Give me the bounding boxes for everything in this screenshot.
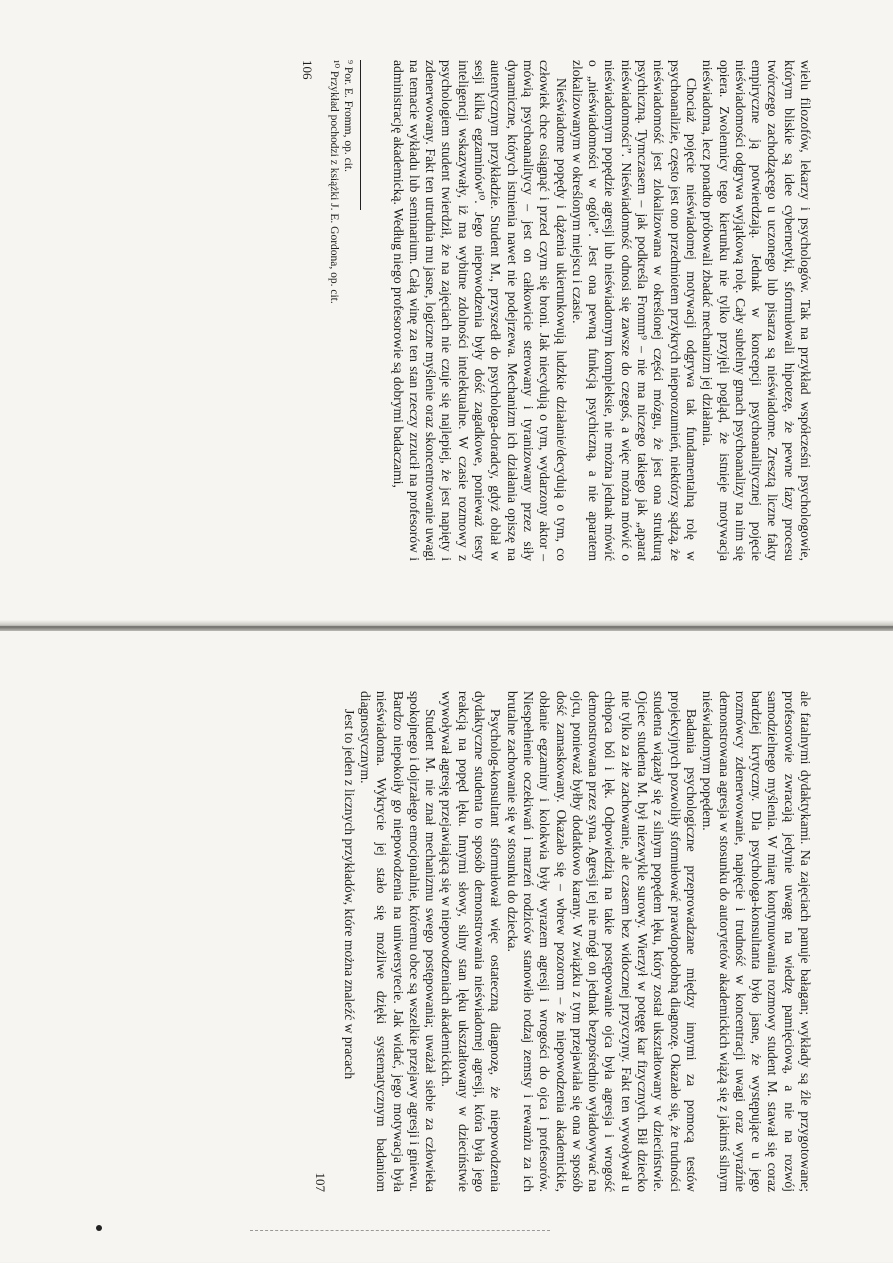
page-106-content xyxy=(0,0,893,631)
paragraph: ale fatalnymi dydaktykami. Na zajęciach panuje bałagan; wykłady są źle przygotowane; profesorowie zwracają jedynie uwagę na wiedzę pamięciową, a nie na rozwój samodzielnego myślenia. W miarę kontynuowania rozmowy student M. stawał się coraz bardziej krytyczny. Dla psychologa-konsultanta było jasne, że występujące u jego rozmówcy zdenerwowanie, napięcie i trudność w koncentracji uwagi oraz wyraźnie demonstrowana agresja w stosunku do autorytetów akademickich wiążą się z jakimś silnym nieświadomym popędem. xyxy=(700,691,813,1192)
page-number: 106 xyxy=(300,60,316,80)
footnotes xyxy=(327,60,367,561)
paragraph: Psycholog-konsultant sformułował więc ostateczną diagnozę, że niepowodzenia dydaktyczne studenta to sposób demonstrowania nieświadomej agresji, która była jego reakcją na popęd lęku. Innymi słowy, silny stan lęku ukształtowany w dzieciństwie wywoływał agresję przejawiającą się w niepowodzeniach akademickich. xyxy=(439,691,504,1192)
scan-artifact-line xyxy=(250,1230,550,1232)
paragraph: Badania psychologiczne przeprowadzane między innymi za pomocą testów projekcyjnych pozwoliły sformułować prawdopodobną diagnozę. Okazało się, że trudności studenta wiązały się z silnym popędem lęku, który został ukształtowany w dzieciństwie. Ojciec studenta M. był niezwykle surowy. Wierzył w potęgę kar fizycznych. Bił dziecko nie tylko za złe zachowanie, ale czasem bez widocznej przyczyny. Fakt ten wywoływał u chłopca ból i lęk. Odpowiedzią na takie postępowanie ojca była agresja i wrogość demonstrowana przez syna. Agresji tej nie mógł on jednak bezpośrednio wyładowywać na ojcu, ponieważ byłby dodatkowo karany. W związku z tym przejawiała się ona w sposób dość zamaskowany. Okazało się – wbrew pozorom – że niepowodzenia akademickie, obłanie egzaminy i kolokwia były wyrazem agresji i wrogości do ojca i profesorów. Niespełnienie oczekiwań i marzeń rodziców stanowiło rodzaj zemsty i rewanżu za ich brutalne zachowanie się w stosunku do dziecka. xyxy=(504,691,699,1192)
paragraph: Nieświadome popędy i dążenia ukierunkowują ludzkie działanie/decydują o tym, co człowiek chce osiągnąć i przed czym się broni. Jak niecydują o tym, wydarzony aktor – mówią psychoanalitycy – jest on całkowicie sterowany i tyranizowany przez siły dynamiczne, których istnienia nawet nie podejrzewa. Mechanizm ich działania opiszę na autentycznym przykładzie. Student M., przyszedł do psychologa-doradcy, gdyż oblał w sesji kilka egzaminów¹⁰. Jego niepowodzenia były dość zagadkowe, ponieważ testy inteligencji wskazywały, iż ma wybitne zdolności intelektualne. W czasie rozmowy z psychologiem student twierdził, że na zajęciach nie czuje się najlepiej, że jest napięty i zdenerwowany. Fakt ten utrudnia mu jasne, logiczne myślenie oraz skoncentrowanie uwagi na temacie wykładu lub seminarium. Całą winę za ten stan rzeczy zrzucił na profesorów i administrację akademicką. Według niego profesorowie są dobrymi badaczami, xyxy=(390,60,569,561)
footnote: ⁹ Por. E. Fromm, op. cit. xyxy=(342,60,355,172)
paragraph: Chociaż pojęcie nieświadomej motywacji odgrywa tak fundamentalną rolę w psychoanalizie, często jest ono przedmiotem przykrych nieporozumień, niektórzy sądzą, że nieświadomość jest zlokalizowana w określonej części mózgu, że jest ona strukturą psychiczną. Tymczasem – jak podkreśla Fromm⁹ – nie ma niczego takiego jak „aparat nieświadomości”. Nieświadomość odnosi się zawsze do czegoś, a więc można mówić o nieświadomym popędzie agresji lub nieświadomym kompleksie, nie można jednak mówić o „nieświadomości w ogóle”. Jest ona pewną funkcją psychiczną, a nie aparatem zlokalizowanym w określonym miejscu i czasie. xyxy=(569,60,699,561)
footnote-rule xyxy=(360,60,361,210)
page-106-body xyxy=(389,60,813,561)
paragraph: Jest to jeden z licznych przykładów, które można znaleźć w pracach xyxy=(341,709,357,1080)
page-106 xyxy=(0,0,893,631)
page-107-content xyxy=(0,631,893,1262)
page-107-body xyxy=(340,691,813,1192)
paragraph: Student M. nie znał mechanizmu swego postępowania; uważał siebie za człowieka spokojnego i dojrzałego emocjonalnie, któremu obce są wszelkie przejawy agresji i gniewu. Bardzo niepokoiły go niepowodzenia na uniwersytecie. Jak widać, jego motywacja była nieświadoma. Wykrycie jej stało się możliwe dzięki systematycznym badaniom diagnostycznym. xyxy=(357,691,439,1192)
paragraph: wielu filozofów, lekarzy i psychologów. Tak na przykład współcześni psychologowie, którym bliskie są idee cybernetyki, sformułowali hipotezę, że pewne fazy procesu twórczego zachodzącego u uczonego lub pisarza są nieświadome. Zresztą liczne fakty empiryczne ją potwierdzają. Jednak w koncepcji psychoanalitycznej pojęcie nieświadomości odgrywa wyjątkową rolę. Cały subtelny gmach psychoanalizy na nim się opiera. Zwolennicy tego kierunku nie tylko przyjęli pogląd, że istnieje motywacja nieświadoma, lecz ponadto próbowali zbadać mechanizm jej działania. xyxy=(700,60,813,561)
scan-artifact-dot xyxy=(96,1225,102,1231)
page-number: 107 xyxy=(313,1172,329,1192)
page-107 xyxy=(0,631,893,1262)
footnote: ¹⁰ Przykład pochodzi z książki J. E. Gordona, op. cit. xyxy=(328,60,341,304)
